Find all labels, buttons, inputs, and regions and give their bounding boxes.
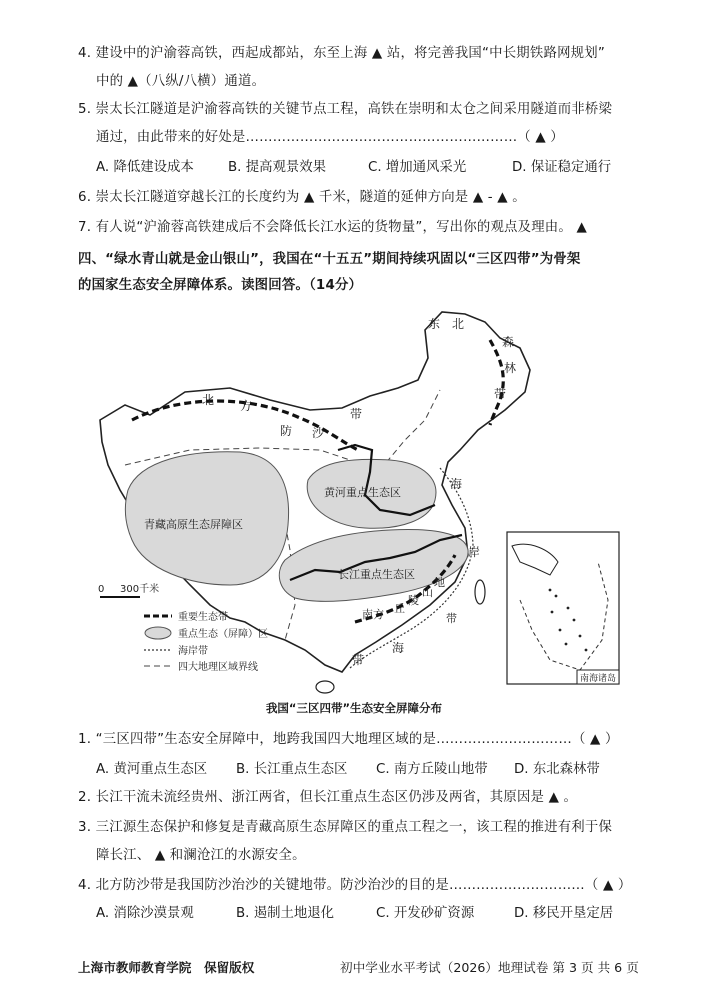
label-inset: 南海诸岛	[580, 674, 617, 684]
label-coast-3: 带	[352, 653, 365, 667]
question-b3-line2: 障长江、 ▲ 和澜沧江的水源安全。	[96, 848, 306, 863]
question-b1: 1. “三区四带”生态安全屏障中，地跨我国四大地理区域的是…………………………（ ▲ ）	[78, 732, 619, 747]
label-coast-1: 海	[450, 477, 463, 491]
question-7: 7. 有人说“沪渝蓉高铁建成后不会降低长江水运的货物量”，写出你的观点及理由。 ▲	[78, 220, 587, 235]
label-north-3: 防	[280, 424, 293, 438]
label-south-3: 陵	[408, 594, 419, 607]
taiwan-island	[475, 580, 485, 604]
ecology-barrier-map	[80, 300, 640, 700]
label-northeast-1: 东	[428, 317, 441, 331]
label-forest-3: 带	[494, 387, 507, 401]
map-caption: 我国“三区四带”生态安全屏障分布	[265, 701, 443, 715]
label-south-2: 丘	[394, 602, 405, 615]
label-south-5: 地	[434, 576, 445, 589]
option-c: C. 南方丘陵山地带	[376, 762, 488, 777]
option-c: C. 开发砂矿资源	[376, 906, 475, 921]
legend-item-zone: 重点生态（屏障）区	[178, 629, 268, 640]
question-b4-options	[0, 904, 708, 924]
label-qingzang-zone: 青藏高原生态屏障区	[144, 518, 243, 531]
south-china-sea-inset	[507, 532, 619, 684]
label-north-4: 沙	[312, 426, 325, 440]
option-a: A. 黄河重点生态区	[96, 762, 208, 777]
hainan-island	[316, 681, 334, 693]
question-b3-line1: 3. 三江源生态保护和修复是青藏高原生态屏障区的重点工程之一，该工程的推进有利于保	[78, 820, 613, 835]
label-coast-4: 海	[392, 641, 405, 655]
footer-exam-info: 初中学业水平考试（2026）地理试卷 第 3 页 共 6 页	[340, 960, 639, 975]
label-north-1: 北	[202, 393, 215, 407]
map-legend	[144, 610, 268, 673]
legend-item-boundary: 四大地理区域界线	[178, 662, 258, 673]
option-d: D. 东北森林带	[514, 762, 600, 777]
option-b: B. 提高观景效果	[228, 160, 327, 175]
label-northeast-2: 北	[452, 317, 465, 331]
label-south-1: 南方	[362, 608, 384, 621]
scale-zero: 0	[98, 584, 105, 595]
label-north-2: 方	[240, 399, 253, 413]
label-north-5: 带	[350, 407, 363, 421]
option-c: C. 增加通风采光	[368, 160, 467, 175]
scale-label: 300千米	[120, 584, 160, 595]
question-5-line2: 通过，由此带来的好处是……………………………………………………（ ▲ ）	[96, 130, 564, 145]
section-4-heading-line2: 的国家生态安全屏障体系。读图回答。（14分）	[78, 278, 363, 293]
question-4-line1: 4. 建设中的沪渝蓉高铁，西起成都站，东至上海 ▲ 站，将完善我国“中长期铁路网规划”	[78, 46, 605, 61]
footer-publisher: 上海市教师教育学院 保留版权	[78, 960, 255, 975]
option-b: B. 长江重点生态区	[236, 762, 348, 777]
label-south-4: 山	[422, 586, 433, 599]
question-6: 6. 崇太长江隧道穿越长江的长度约为 ▲ 千米，隧道的延伸方向是 ▲ - ▲ 。	[78, 190, 526, 205]
section-4-heading-line1: 四、“绿水青山就是金山银山”，我国在“十五五”期间持续巩固以“三区四带”为骨架	[78, 252, 581, 267]
question-b1-options	[0, 760, 708, 780]
legend-item-belt: 重要生态带	[178, 612, 228, 623]
label-coast-2: 岸	[468, 545, 481, 559]
label-forest-1: 森	[502, 335, 515, 349]
question-b2: 2. 长江干流未流经贵州、浙江两省，但长江重点生态区仍涉及两省，其原因是 ▲ 。	[78, 790, 578, 805]
label-south-6: 带	[446, 612, 457, 625]
question-5-line1: 5. 崇太长江隧道是沪渝蓉高铁的关键节点工程，高铁在崇明和太仓之间采用隧道而非桥梁	[78, 102, 613, 117]
page-footer	[0, 958, 708, 978]
option-a: A. 降低建设成本	[96, 160, 194, 175]
question-5-options	[0, 158, 708, 178]
option-a: A. 消除沙漠景观	[96, 906, 194, 921]
question-4-line2: 中的 ▲（八纵/八横）通道。	[96, 74, 266, 89]
legend-item-coast: 海岸带	[178, 646, 208, 657]
label-forest-2: 林	[504, 361, 517, 375]
option-b: B. 遏制土地退化	[236, 906, 335, 921]
question-b4: 4. 北方防沙带是我国防沙治沙的关键地带。防沙治沙的目的是…………………………（ ▲ ）	[78, 878, 632, 893]
label-yangtze-zone: 长江重点生态区	[338, 568, 415, 581]
label-yellow-river-zone: 黄河重点生态区	[324, 486, 401, 499]
option-d: D. 保证稳定通行	[512, 160, 612, 175]
option-d: D. 移民开垦定居	[514, 906, 614, 921]
